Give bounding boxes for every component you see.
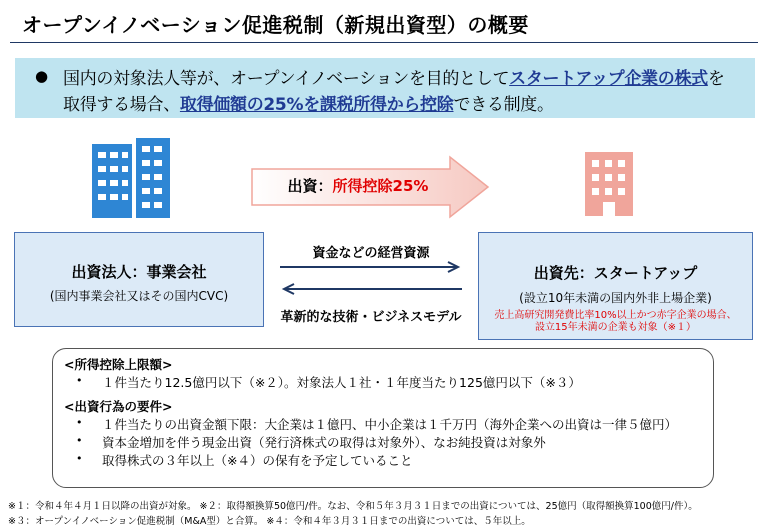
list-bullet: • bbox=[76, 434, 83, 447]
requirements-heading: <出資行為の要件> bbox=[64, 399, 173, 414]
page-title: オープンイノベーション促進税制（新規出資型）の概要 bbox=[22, 13, 529, 37]
footnote-1: ※１：令和４年４月１日以降の出資が対象。 ※２：取得額換算50億円/件。なお、令和５年３月３１日までの出資については、25億円（取得額換算100億円/件）。 bbox=[8, 501, 698, 512]
summary-banner bbox=[15, 58, 755, 118]
investor-subtitle: (国内事業会社又はその国内CVC) bbox=[49, 289, 229, 303]
summary-text: 国内の対象法人等が、オープンイノベーションを目的として bbox=[63, 69, 510, 89]
summary-text: 取得する場合、 bbox=[63, 95, 180, 115]
investor-title: 出資法人：事業会社 bbox=[71, 263, 207, 281]
limit-heading: <所得控除上限額> bbox=[64, 357, 173, 372]
requirement-item: １件当たりの出資金額下限：大企業は１億円、中小企業は１千万円（海外企業への出資は一律５億円） bbox=[102, 417, 678, 432]
flow-arrows bbox=[268, 258, 474, 298]
summary-text: を bbox=[707, 69, 725, 89]
summary-line-1 bbox=[63, 64, 725, 89]
summary-text: できる制度。 bbox=[453, 95, 554, 115]
summary-bullet: ● bbox=[35, 67, 49, 85]
office-building-icon bbox=[92, 138, 170, 218]
footnote-2: ※３：オープンイノベーション促進税制（M&A型）と合算。 ※４：令和４年３月３１日までの出資については、５年以上。 bbox=[8, 516, 531, 527]
startup-subtitle: (設立10年未満の国内外非上場企業) bbox=[519, 291, 712, 305]
startup-title: 出資先：スタートアップ bbox=[533, 264, 698, 282]
investment-arrow-label bbox=[268, 175, 448, 196]
startup-note-2: 設立15年未満の企業も対象（※１） bbox=[534, 322, 697, 333]
summary-highlight: スタートアップ企業の株式 bbox=[509, 69, 708, 89]
requirement-item: 資本金増加を伴う現金出資（発行済株式の取得は対象外）、なお純投資は対象外 bbox=[102, 435, 546, 450]
summary-line-2 bbox=[63, 90, 554, 115]
list-bullet: • bbox=[76, 416, 83, 429]
arrow-label-prefix: 出資： bbox=[287, 177, 333, 195]
title-underline bbox=[10, 42, 758, 43]
summary-highlight: 取得価額の25%を課税所得から控除 bbox=[179, 95, 454, 115]
arrow-label-deduction: 所得控除25% bbox=[332, 177, 429, 195]
startup-note-1: 売上高研究開発費比率10%以上かつ赤字企業の場合、 bbox=[494, 310, 737, 321]
list-bullet: • bbox=[76, 374, 83, 387]
flow-to-investor-label: 革新的な技術・ビジネスモデル bbox=[280, 310, 462, 325]
requirement-item: 取得株式の３年以上（※４）の保有を予定していること bbox=[102, 453, 413, 468]
small-building-icon bbox=[585, 152, 633, 216]
limit-item: １件当たり12.5億円以下（※２）。対象法人１社・１年度当たり125億円以下（※３） bbox=[102, 375, 581, 390]
list-bullet: • bbox=[76, 452, 83, 465]
flow-to-startup-label: 資金などの経営資源 bbox=[312, 246, 430, 261]
